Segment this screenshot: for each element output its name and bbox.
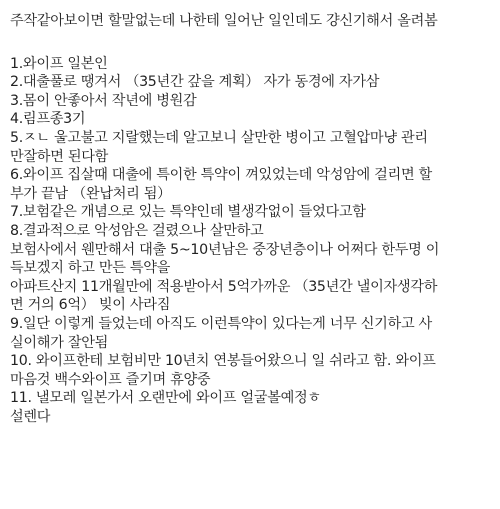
- post-intro: 주작같아보이면 할말없는데 나한테 일어난 일인데도 걍신기해서 올려봄: [10, 13, 438, 29]
- post-line: 11. 낼모레 일본가서 오랜만에 와이프 얼굴볼예정ㅎ: [10, 390, 321, 407]
- post-line: 설렌다: [10, 408, 51, 425]
- post-line: 실이해가 잘안됨: [10, 334, 109, 351]
- post-line: 부가 끝남 （완납처리 됨）: [10, 185, 172, 202]
- post-line: 2.대출풀로 땡겨서 （35년간 갚을 계획） 자가 동경에 자가삼: [10, 74, 380, 91]
- post-line: 3.몸이 안좋아서 작년에 병원감: [10, 92, 197, 109]
- post-line: 면 거의 6억） 빚이 사라짐: [10, 297, 171, 314]
- post-line: 10. 와이프한테 보험비만 10년치 연봉들어왔으니 일 쉬라고 함. 와이프: [10, 353, 436, 370]
- post-line: 8.결과적으로 악성암은 걸렸으나 살만하고: [10, 222, 264, 239]
- post-line: 7.보험같은 개념으로 있는 특약인데 별생각없이 들었다고함: [10, 204, 366, 221]
- post-line: 득보겠지 하고 만든 특약을: [10, 260, 171, 277]
- post-line: 5.ㅈㄴ 울고불고 지랄했는데 알고보니 살만한 병이고 고혈압마냥 관리: [10, 129, 428, 146]
- post-line: 9.일단 이렇게 들었는데 아직도 이런특약이 있다는게 너무 신기하고 사: [10, 315, 432, 332]
- post-line: 아파트산지 11개월만에 적용받아서 5억가까운 （35년간 낼이자생각하: [10, 278, 438, 295]
- post-line: 만잘하면 된다함: [10, 148, 109, 165]
- post-line: 마음것 백수와이프 즐기며 휴양중: [10, 371, 211, 388]
- post-line: 보험사에서 웬만해서 대출 5~10년남은 중장년층이나 어쩌다 한두명 이: [10, 241, 440, 258]
- post-line: 4.림프종3기: [10, 111, 86, 128]
- paragraph-gap: [10, 31, 492, 55]
- post-line: 6.와이프 집살때 대출에 특이한 특약이 껴있었는데 악성암에 걸리면 할: [10, 167, 432, 184]
- post-line: 1.와이프 일본인: [10, 55, 108, 72]
